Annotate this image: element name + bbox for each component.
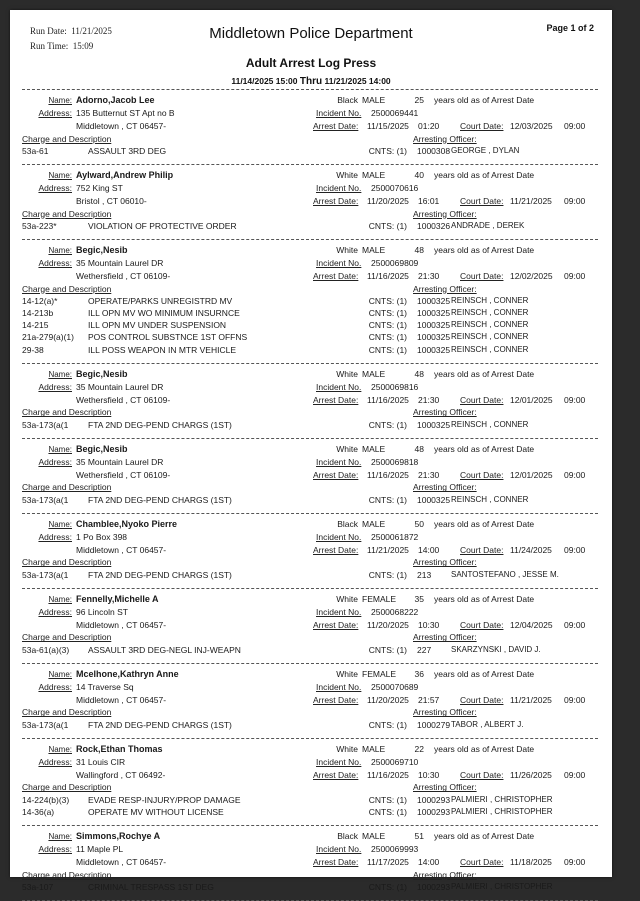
- court-date: 12/04/2025: [510, 620, 553, 631]
- incident-number: 2500069816: [371, 381, 419, 392]
- court-date-label: Court Date:: [460, 545, 504, 556]
- address-line-2: Middletown , CT 06457-: [76, 620, 167, 631]
- age: 48: [414, 443, 424, 454]
- charge-code: 29-38: [22, 344, 44, 355]
- arresting-officer-header: Arresting Officer:: [413, 707, 477, 718]
- court-date: 11/21/2025: [510, 695, 552, 706]
- name-label: Name:: [48, 246, 72, 255]
- address-line-2: Bristol , CT 06010-: [76, 196, 147, 207]
- address-line-2: Middletown , CT 06457-: [76, 121, 167, 132]
- charge-description: OPERATE/PARKS UNREGISTRD MV: [88, 295, 233, 306]
- sex: MALE: [362, 830, 386, 841]
- incident-label: Incident No.: [316, 844, 362, 855]
- age-suffix: years old as of Arrest Date: [434, 245, 535, 255]
- run-date-value: 11/21/2025: [71, 26, 112, 36]
- arrest-record: [10, 90, 612, 165]
- incident-number: 2500070616: [371, 183, 419, 194]
- sex: FEMALE: [362, 668, 397, 679]
- arrest-record: [10, 439, 612, 514]
- charge-counts: CNTS: (1): [368, 419, 407, 430]
- age: 48: [414, 368, 424, 379]
- age-suffix: years old as of Arrest Date: [434, 443, 535, 454]
- race: White: [336, 170, 358, 180]
- address-line-1: 35 Mountain Laurel DR: [76, 456, 164, 467]
- person-name: Simmons,Rochye A: [76, 830, 161, 841]
- arrest-date: 11/16/2025: [367, 770, 409, 781]
- incident-number: 2500069710: [371, 756, 419, 767]
- address-line-1: 14 Traverse Sq: [76, 681, 134, 692]
- court-date-label: Court Date:: [460, 620, 504, 631]
- incident-label: Incident No.: [316, 681, 362, 692]
- arrest-time: 14:00: [418, 545, 440, 556]
- race: Black: [337, 518, 358, 529]
- arrest-date-label: Arrest Date:: [313, 620, 359, 631]
- officer-name: REINSCH , CONNER: [451, 344, 529, 354]
- charge-description: ASSAULT 3RD DEG-NEGL INJ-WEAPN: [88, 644, 241, 655]
- address-line-2: Wethersfield , CT 06109-: [76, 470, 171, 481]
- officer-name: TABOR , ALBERT J.: [451, 719, 524, 729]
- age: 40: [414, 170, 424, 180]
- officer-name: ANDRADE , DEREK: [451, 220, 525, 230]
- charge-counts: CNTS: (1): [368, 569, 407, 580]
- officer-id: 1000326: [417, 220, 451, 231]
- person-name: Adorno,Jacob Lee: [76, 95, 155, 105]
- age-suffix: years old as of Arrest Date: [434, 743, 535, 754]
- arrest-date-label: Arrest Date:: [313, 770, 359, 781]
- age: 51: [414, 830, 424, 841]
- run-time-value: 15:09: [72, 41, 94, 51]
- name-label: Name:: [48, 96, 72, 105]
- charge-description: FTA 2ND DEG-PEND CHARGS (1ST): [88, 419, 232, 430]
- arrest-time: 21:30: [418, 395, 440, 406]
- arresting-officer-header: Arresting Officer:: [413, 632, 477, 643]
- charge-counts: CNTS: (1): [368, 719, 407, 730]
- sex: MALE: [362, 518, 386, 529]
- officer-id: 1000293: [417, 794, 451, 805]
- charge-description-header: Charge and Description: [22, 482, 112, 493]
- race: White: [336, 593, 358, 604]
- arresting-officer-header: Arresting Officer:: [413, 782, 477, 793]
- name-label: Name:: [48, 669, 72, 679]
- charge-description-header: Charge and Description: [22, 632, 112, 643]
- charge-description: FTA 2ND DEG-PEND CHARGS (1ST): [88, 719, 232, 730]
- sex: MALE: [362, 95, 386, 105]
- court-date-label: Court Date:: [460, 857, 504, 868]
- court-date-label: Court Date:: [460, 271, 504, 282]
- incident-label: Incident No.: [316, 183, 362, 194]
- officer-name: PALMIERI , CHRISTOPHER: [451, 794, 553, 804]
- arrest-record: [10, 589, 612, 664]
- arresting-officer-header: Arresting Officer:: [413, 557, 477, 568]
- address-label: Address:: [38, 531, 72, 542]
- charge-description: VIOLATION OF PROTECTIVE ORDER: [88, 220, 237, 231]
- arrest-time: 21:57: [418, 695, 440, 706]
- officer-name: REINSCH , CONNER: [451, 295, 529, 305]
- name-label: Name:: [48, 444, 72, 454]
- age-suffix: years old as of Arrest Date: [434, 170, 535, 180]
- arrest-record: [10, 739, 612, 826]
- court-date: 11/18/2025: [510, 857, 552, 868]
- charge-description: CRIMINAL TRESPASS 1ST DEG: [88, 881, 214, 892]
- charge-code: 53a-223*: [22, 220, 57, 231]
- incident-label: Incident No.: [316, 531, 362, 542]
- charge-counts: CNTS: (1): [368, 344, 407, 355]
- name-label: Name:: [48, 369, 72, 379]
- officer-id: 1000325: [417, 494, 451, 505]
- officer-name: REINSCH , CONNER: [451, 308, 529, 317]
- charge-counts: CNTS: (1): [368, 494, 407, 505]
- arrest-record: [10, 664, 612, 739]
- address-line-2: Wethersfield , CT 06109-: [76, 395, 171, 406]
- court-time: 09:00: [564, 770, 586, 781]
- charge-description: ILL POSS WEAPON IN MTR VEHICLE: [88, 344, 236, 355]
- officer-name: REINSCH , CONNER: [451, 332, 529, 342]
- age-suffix: years old as of Arrest Date: [434, 668, 535, 679]
- court-time: 09:00: [564, 620, 586, 631]
- charge-description-header: Charge and Description: [22, 869, 112, 880]
- age: 22: [414, 743, 424, 754]
- court-date-label: Court Date:: [460, 121, 504, 132]
- address-line-1: 35 Mountain Laurel DR: [76, 258, 164, 269]
- race: White: [336, 668, 358, 679]
- arrest-date: 11/16/2025: [367, 470, 409, 481]
- race: White: [336, 443, 358, 454]
- arrest-date: 11/20/2025: [367, 695, 409, 706]
- court-date: 11/24/2025: [510, 545, 552, 556]
- charge-description-header: Charge and Description: [22, 283, 112, 294]
- sex: MALE: [362, 443, 386, 454]
- name-label: Name:: [48, 744, 72, 754]
- officer-name: REINSCH , CONNER: [451, 494, 529, 504]
- address-label: Address:: [38, 183, 72, 194]
- address-line-1: 11 Maple PL: [76, 844, 124, 855]
- charge-counts: CNTS: (1): [368, 881, 407, 892]
- race: Black: [337, 830, 358, 841]
- incident-number: 2500069818: [371, 456, 419, 467]
- charge-counts: CNTS: (1): [368, 320, 407, 331]
- arrest-date-label: Arrest Date:: [313, 545, 359, 556]
- arrest-date: 11/20/2025: [367, 196, 409, 207]
- arrest-record: [10, 364, 612, 439]
- person-name: Mcelhone,Kathryn Anne: [76, 668, 179, 679]
- age: 36: [414, 668, 424, 679]
- person-name: Chamblee,Nyoko Pierre: [76, 518, 178, 529]
- charge-counts: CNTS: (1): [368, 806, 407, 817]
- age-suffix: years old as of Arrest Date: [434, 95, 535, 105]
- arrest-date-label: Arrest Date:: [313, 857, 359, 868]
- charge-code: 53a-173(a(1: [22, 494, 69, 505]
- arrest-record: [10, 514, 612, 589]
- run-time-label: Run Time:: [30, 41, 69, 51]
- age: 25: [414, 95, 424, 105]
- address-line-2: Wethersfield , CT 06109-: [76, 271, 171, 282]
- officer-id: 1000293: [417, 881, 451, 892]
- age: 50: [414, 518, 424, 529]
- charge-code: 53a-61: [22, 145, 49, 156]
- incident-number: 2500069441: [371, 108, 419, 119]
- charge-code: 53a-173(a(1: [22, 719, 69, 730]
- incident-label: Incident No.: [316, 108, 362, 119]
- race: White: [336, 743, 358, 754]
- name-label: Name:: [48, 519, 72, 529]
- charge-code: 14-215: [22, 320, 49, 331]
- address-label: Address:: [38, 606, 72, 617]
- arrest-record: [10, 240, 612, 364]
- arrest-date-label: Arrest Date:: [313, 470, 359, 481]
- charge-description-header: Charge and Description: [22, 782, 112, 793]
- charge-description: ASSAULT 3RD DEG: [88, 145, 167, 156]
- age-suffix: years old as of Arrest Date: [434, 593, 535, 604]
- court-time: 09:00: [564, 271, 586, 282]
- charge-counts: CNTS: (1): [368, 220, 407, 231]
- address-line-2: Middletown , CT 06457-: [76, 545, 167, 556]
- person-name: Fennelly,Michelle A: [76, 593, 159, 604]
- officer-name: PALMIERI , CHRISTOPHER: [451, 806, 553, 816]
- age-suffix: years old as of Arrest Date: [434, 830, 535, 841]
- name-label: Name:: [48, 594, 72, 604]
- incident-label: Incident No.: [316, 381, 362, 392]
- court-date-label: Court Date:: [460, 470, 504, 481]
- court-time: 09:00: [564, 470, 586, 481]
- address-label: Address:: [38, 681, 72, 692]
- address-label: Address:: [38, 456, 72, 467]
- charge-description: EVADE RESP-INJURY/PROP DAMAGE: [88, 794, 241, 805]
- arresting-officer-header: Arresting Officer:: [413, 407, 477, 418]
- charge-code: 53a-173(a(1: [22, 419, 69, 430]
- address-line-2: Middletown , CT 06457-: [76, 857, 167, 868]
- age: 35: [414, 593, 424, 604]
- officer-name: REINSCH , CONNER: [451, 320, 529, 330]
- run-date-label: Run Date:: [30, 26, 67, 36]
- race: White: [336, 245, 358, 255]
- arrest-date: 11/16/2025: [367, 271, 409, 282]
- page-number: Page 1 of 2: [546, 23, 594, 33]
- court-date: 11/26/2025: [510, 770, 552, 781]
- person-name: Begic,Nesib: [76, 368, 128, 379]
- charge-code: 53a-61(a)(3): [22, 644, 70, 655]
- report-date-range: [10, 76, 612, 87]
- arrest-time: 10:30: [418, 770, 440, 781]
- person-name: Begic,Nesib: [76, 443, 128, 454]
- arrest-date: 11/20/2025: [367, 620, 409, 631]
- officer-id: 1000325: [417, 320, 451, 331]
- arrest-time: 01:20: [418, 121, 440, 132]
- charge-code: 53a-173(a(1: [22, 569, 69, 580]
- charge-description: FTA 2ND DEG-PEND CHARGS (1ST): [88, 494, 232, 505]
- arresting-officer-header: Arresting Officer:: [413, 482, 477, 493]
- court-time: 09:00: [564, 196, 586, 207]
- person-name: Begic,Nesib: [76, 245, 128, 255]
- address-line-1: 31 Louis CIR: [76, 756, 126, 767]
- charge-counts: CNTS: (1): [368, 308, 407, 318]
- charge-code: 14-36(a): [22, 806, 55, 817]
- court-date: 11/21/2025: [510, 196, 552, 207]
- officer-name: REINSCH , CONNER: [451, 419, 529, 429]
- range-end: 11/21/2025 14:00: [324, 76, 391, 86]
- court-time: 09:00: [564, 395, 586, 406]
- court-date-label: Court Date:: [460, 395, 504, 406]
- charge-description-header: Charge and Description: [22, 208, 112, 219]
- officer-id: 1000293: [417, 806, 451, 817]
- race: White: [336, 368, 358, 379]
- charge-counts: CNTS: (1): [368, 145, 407, 156]
- sex: MALE: [362, 368, 386, 379]
- officer-id: 1000308: [417, 145, 451, 156]
- address-label: Address:: [38, 108, 72, 119]
- range-thru: Thru: [299, 76, 323, 87]
- incident-number: 2500070689: [371, 681, 419, 692]
- arrest-date-label: Arrest Date:: [313, 196, 359, 207]
- arrest-time: 10:30: [418, 620, 440, 631]
- arresting-officer-header: Arresting Officer:: [413, 208, 477, 219]
- court-date: 12/02/2025: [510, 271, 553, 282]
- arrest-records: [10, 90, 612, 901]
- officer-id: 1000325: [417, 295, 451, 306]
- officer-name: PALMIERI , CHRISTOPHER: [451, 881, 553, 891]
- arrest-time: 14:00: [418, 857, 440, 868]
- person-name: Aylward,Andrew Philip: [76, 170, 174, 180]
- charge-description: OPERATE MV WITHOUT LICENSE: [88, 806, 224, 817]
- arresting-officer-header: Arresting Officer:: [413, 133, 477, 144]
- person-name: Rock,Ethan Thomas: [76, 743, 163, 754]
- name-label: Name:: [48, 831, 72, 841]
- court-time: 09:00: [564, 857, 586, 868]
- court-date: 12/01/2025: [510, 470, 553, 481]
- sex: MALE: [362, 245, 386, 255]
- charge-counts: CNTS: (1): [368, 295, 407, 306]
- officer-id: 1000279: [417, 719, 451, 730]
- arresting-officer-header: Arresting Officer:: [413, 869, 477, 880]
- charge-description: POS CONTROL SUBSTNCE 1ST OFFNS: [88, 332, 248, 343]
- race: Black: [337, 95, 358, 105]
- officer-id: 1000325: [417, 344, 451, 355]
- arrest-record: [10, 165, 612, 240]
- incident-number: 2500069993: [371, 844, 419, 855]
- court-date-label: Court Date:: [460, 770, 504, 781]
- incident-label: Incident No.: [316, 258, 362, 269]
- officer-id: 213: [417, 569, 432, 580]
- age-suffix: years old as of Arrest Date: [434, 518, 535, 529]
- address-line-1: 135 Butternut ST Apt no B: [76, 108, 175, 119]
- arrest-time: 21:30: [418, 470, 440, 481]
- arrest-date-label: Arrest Date:: [313, 121, 359, 132]
- charge-counts: CNTS: (1): [368, 644, 407, 655]
- address-label: Address:: [38, 258, 72, 269]
- charge-description: ILL OPN MV UNDER SUSPENSION: [88, 320, 227, 331]
- court-time: 09:00: [564, 695, 586, 706]
- arrest-date: 11/15/2025: [367, 121, 409, 132]
- report-page: [10, 10, 612, 892]
- sex: FEMALE: [362, 593, 397, 604]
- incident-number: 2500069809: [371, 258, 419, 269]
- address-line-1: 35 Mountain Laurel DR: [76, 381, 164, 392]
- charge-code: 14-12(a)*: [22, 295, 58, 306]
- arresting-officer-header: Arresting Officer:: [413, 283, 477, 294]
- court-date: 12/03/2025: [510, 121, 553, 132]
- charge-code: 14-224(b)(3): [22, 794, 70, 805]
- arrest-date-label: Arrest Date:: [313, 271, 359, 282]
- address-label: Address:: [38, 756, 72, 767]
- address-line-1: 1 Po Box 398: [76, 531, 128, 542]
- address-line-1: 96 Lincoln ST: [76, 606, 128, 617]
- officer-name: GEORGE , DYLAN: [451, 145, 520, 155]
- address-label: Address:: [38, 381, 72, 392]
- charge-description-header: Charge and Description: [22, 707, 112, 718]
- arrest-date-label: Arrest Date:: [313, 395, 359, 406]
- run-time: [30, 41, 93, 51]
- arrest-time: 21:30: [418, 271, 440, 282]
- officer-id: 1000325: [417, 308, 451, 318]
- court-date-label: Court Date:: [460, 196, 504, 207]
- charge-counts: CNTS: (1): [368, 794, 407, 805]
- charge-description: FTA 2ND DEG-PEND CHARGS (1ST): [88, 569, 232, 580]
- sex: MALE: [362, 170, 386, 180]
- charge-description: ILL OPN MV WO MINIMUM INSURNCE: [88, 308, 240, 318]
- address-line-2: Wallingford , CT 06492-: [76, 770, 166, 781]
- incident-number: 2500068222: [371, 606, 419, 617]
- age-suffix: years old as of Arrest Date: [434, 368, 535, 379]
- court-time: 09:00: [564, 545, 586, 556]
- incident-label: Incident No.: [316, 756, 362, 767]
- arrest-date: 11/16/2025: [367, 395, 409, 406]
- court-date: 12/01/2025: [510, 395, 553, 406]
- officer-id: 227: [417, 644, 432, 655]
- incident-label: Incident No.: [316, 606, 362, 617]
- charge-code: 14-213b: [22, 308, 54, 318]
- officer-name: SKARZYNSKI , DAVID J.: [451, 644, 541, 654]
- charge-code: 53a-107: [22, 881, 54, 892]
- incident-label: Incident No.: [316, 456, 362, 467]
- arrest-date: 11/21/2025: [367, 545, 409, 556]
- officer-id: 1000325: [417, 419, 451, 430]
- arrest-record: [10, 826, 612, 901]
- name-label: Name:: [48, 171, 72, 180]
- officer-name: SANTOSTEFANO , JESSE M.: [451, 569, 559, 579]
- age: 48: [414, 245, 424, 255]
- report-title: Adult Arrest Log Press: [245, 56, 377, 70]
- charge-description-header: Charge and Description: [22, 133, 112, 144]
- court-time: 09:00: [564, 121, 586, 132]
- charge-counts: CNTS: (1): [368, 332, 407, 343]
- arrest-time: 16:01: [418, 196, 440, 207]
- department-title: Middletown Police Department: [209, 25, 413, 42]
- range-start: 11/14/2025 15:00: [231, 76, 298, 86]
- charge-description-header: Charge and Description: [22, 407, 112, 418]
- sex: MALE: [362, 743, 386, 754]
- address-label: Address:: [38, 844, 72, 855]
- incident-number: 2500061872: [371, 531, 419, 542]
- charge-code: 21a-279(a)(1): [22, 332, 74, 343]
- court-date-label: Court Date:: [460, 695, 504, 706]
- arrest-date-label: Arrest Date:: [313, 695, 359, 706]
- charge-description-header: Charge and Description: [22, 557, 112, 568]
- arrest-date: 11/17/2025: [367, 857, 409, 868]
- address-line-1: 752 King ST: [76, 183, 123, 194]
- address-line-2: Middletown , CT 06457-: [76, 695, 167, 706]
- officer-id: 1000325: [417, 332, 451, 343]
